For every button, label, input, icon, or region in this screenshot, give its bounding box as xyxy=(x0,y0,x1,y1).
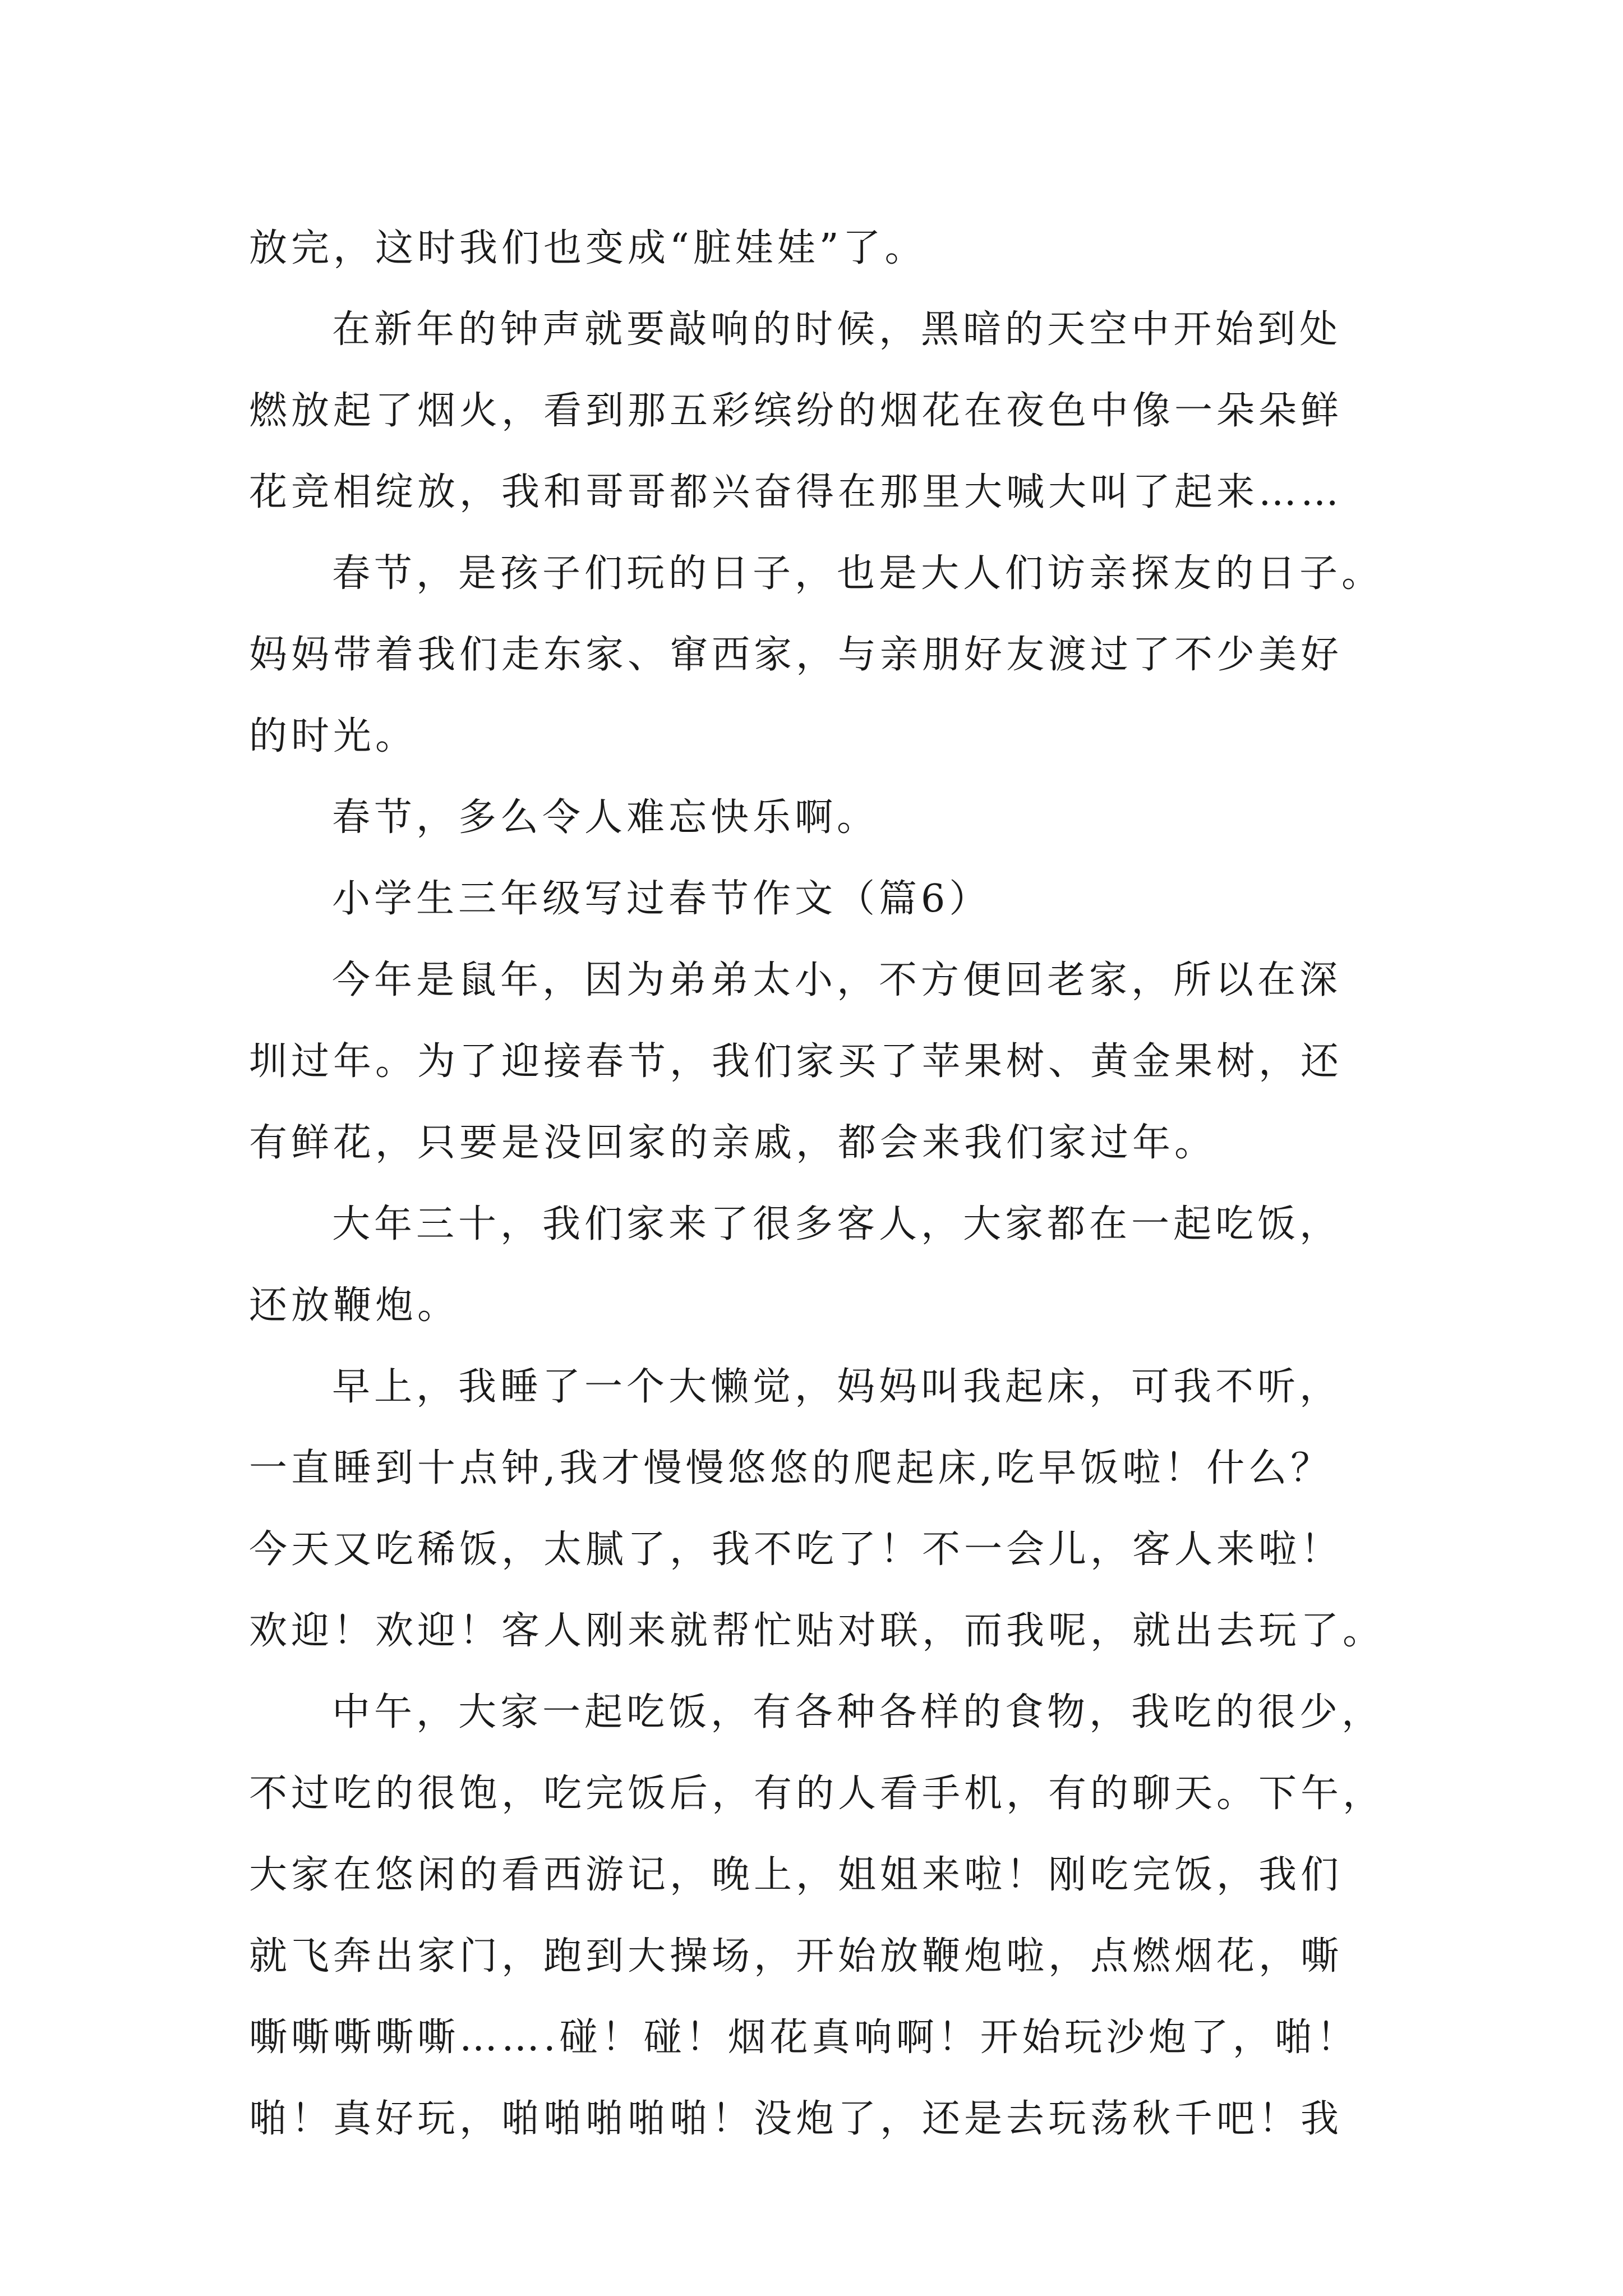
section-heading: 小学生三年级写过春节作文（篇6） xyxy=(332,877,992,921)
text-line: 嘶嘶嘶嘶嘶…….碰！碰！烟花真响啊！开始玩沙炮了，啪！ xyxy=(249,2016,1359,2060)
text-line: 早上，我睡了一个大懒觉，妈妈叫我起床，可我不听， xyxy=(332,1365,1342,1409)
text-line: 放完，这时我们也变成“脏娃娃”了。 xyxy=(249,226,927,270)
text-line: 一直睡到十点钟,我才慢慢悠悠的爬起床,吃早饭啦！什么？ xyxy=(249,1446,1333,1490)
text-line: 啪！真好玩，啪啪啪啪啪！没炮了，还是去玩荡秋千吧！我 xyxy=(249,2097,1343,2141)
text-line: 大家在悠闲的看西游记，晚上，姐姐来啦！刚吃完饭，我们 xyxy=(249,1853,1343,1897)
text-line: 不过吃的很饱，吃完饭后，有的人看手机，有的聊天。下午， xyxy=(249,1772,1385,1816)
text-line: 今年是鼠年，因为弟弟太小，不方便回老家，所以在深 xyxy=(332,958,1342,1002)
text-line: 就飞奔出家门，跑到大操场，开始放鞭炮啦，点燃烟花，嘶 xyxy=(249,1934,1343,1978)
text-line: 妈妈带着我们走东家、窜西家，与亲朋好友渡过了不少美好 xyxy=(249,633,1343,677)
text-line: 中午，大家一起吃饭，有各种各样的食物，我吃的很少， xyxy=(332,1690,1384,1734)
text-line: 花竞相绽放，我和哥哥都兴奋得在那里大喊大叫了起来…… xyxy=(249,470,1343,514)
text-line: 燃放起了烟火，看到那五彩缤纷的烟花在夜色中像一朵朵鲜 xyxy=(249,389,1343,433)
text-line: 有鲜花，只要是没回家的亲戚，都会来我们家过年。 xyxy=(249,1121,1217,1165)
essay-body xyxy=(249,208,1404,2160)
text-line: 大年三十，我们家来了很多客人，大家都在一起吃饭， xyxy=(332,1202,1342,1246)
text-line: 欢迎！欢迎！客人刚来就帮忙贴对联，而我呢，就出去玩了。 xyxy=(249,1609,1385,1653)
text-line: 在新年的钟声就要敲响的时候，黑暗的天空中开始到处 xyxy=(332,307,1342,352)
text-line: 今天又吃稀饭，太腻了，我不吃了！不一会儿，客人来啦！ xyxy=(249,1527,1343,1572)
text-line: 还放鞭炮。 xyxy=(249,1283,460,1328)
text-line: 春节，多么令人难忘快乐啊。 xyxy=(332,795,879,840)
text-line: 的时光。 xyxy=(249,714,418,758)
text-line: 圳过年。为了迎接春节，我们家买了苹果树、黄金果树，还 xyxy=(249,1039,1343,1084)
text-line: 春节，是孩子们玩的日子，也是大人们访亲探友的日子。 xyxy=(332,551,1384,596)
